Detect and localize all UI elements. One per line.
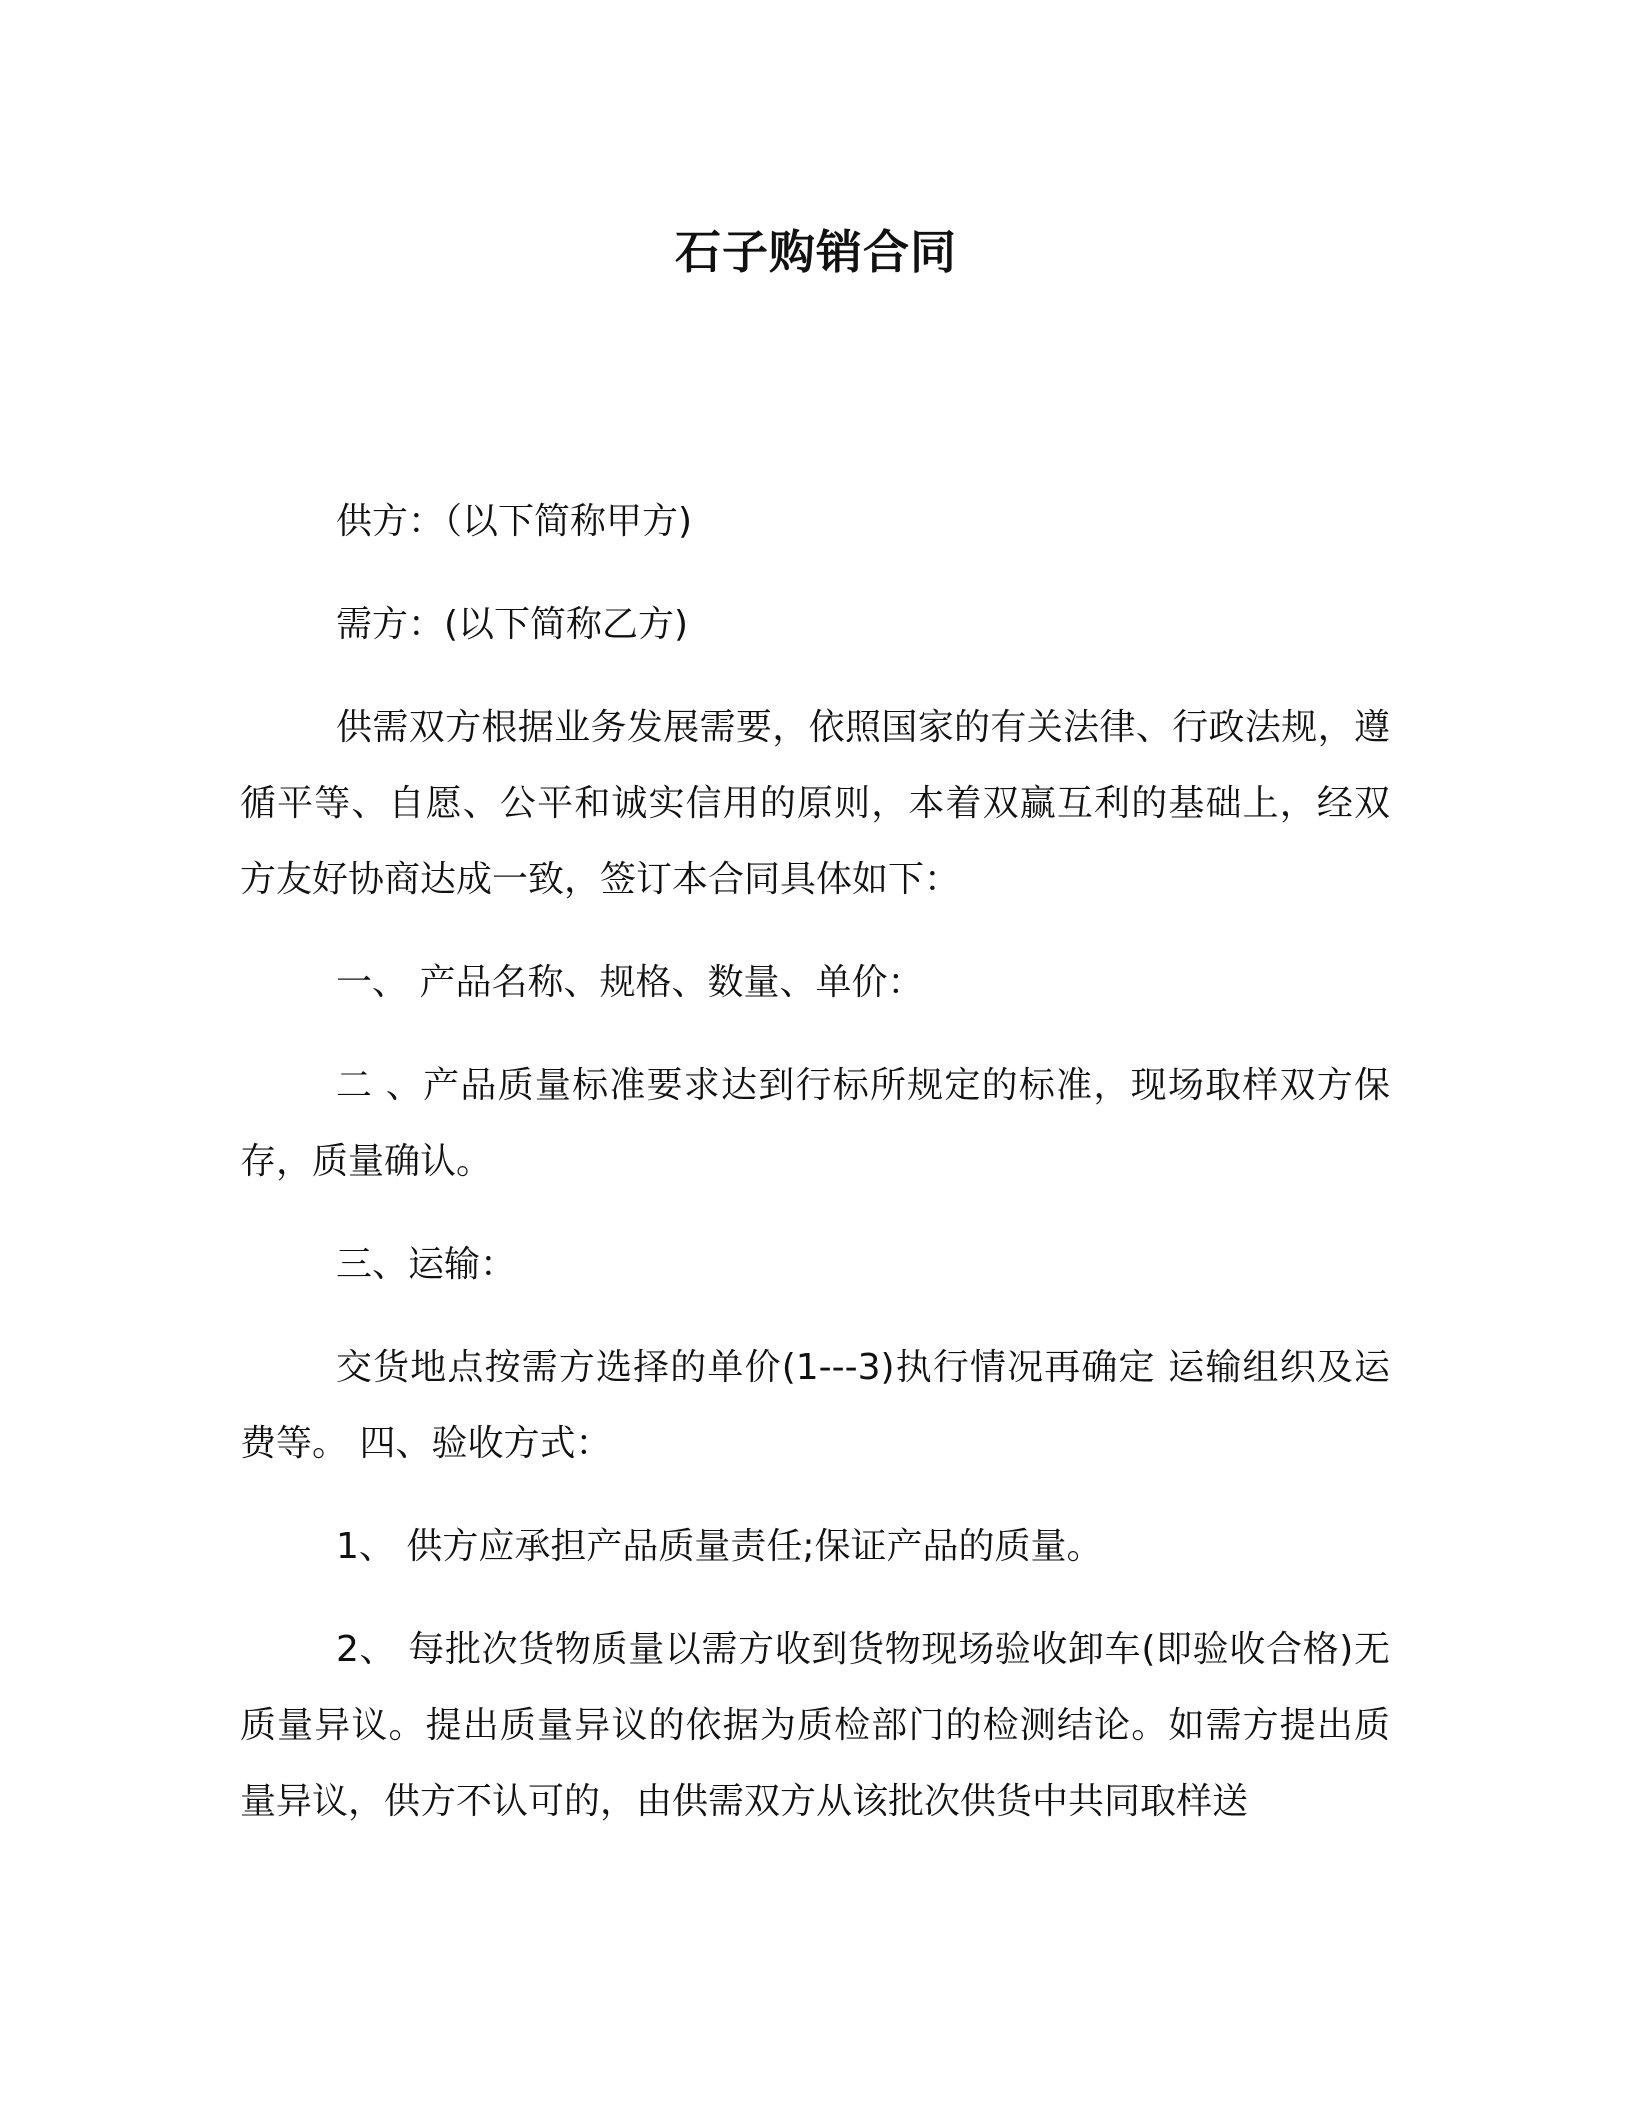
supplier-line: 供方：（以下简称甲方) <box>336 501 693 542</box>
buyer-line: 需方：(以下简称乙方) <box>336 604 689 645</box>
preamble-paragraph: 供需双方根据业务发展需要，依照国家的有关法律、行政法规，遵循平等、自愿、公平和诚实信用的原则，本着双赢互利的基础上，经双方友好协商达成一致，签订本合同具体如下： <box>240 707 1390 900</box>
document-body <box>240 484 1390 1867</box>
delivery-paragraph: 交货地点按需方选择的单价(1---3)执行情况再确定 运输组织及运费等。 四、验收方式： <box>240 1347 1390 1464</box>
section-1-heading: 一、 产品名称、规格、数量、单价： <box>336 962 924 1003</box>
section-2-paragraph: 二 、产品质量标准要求达到行标所规定的标准，现场取样双方保存，质量确认。 <box>240 1065 1390 1182</box>
document-title: 石子购销合同 <box>675 225 957 279</box>
acceptance-item-1: 1、 供方应承担产品质量责任;保证产品的质量。 <box>336 1526 1103 1567</box>
section-3-heading: 三、运输： <box>336 1244 517 1285</box>
acceptance-item-2: 2、 每批次货物质量以需方收到货物现场验收卸车(即验收合格)无质量异议。提出质量异议的依据为质检部门的检测结论。如需方提出质量异议，供方不认可的，由供需双方从该批次供货中共同取样送 <box>240 1629 1390 1822</box>
